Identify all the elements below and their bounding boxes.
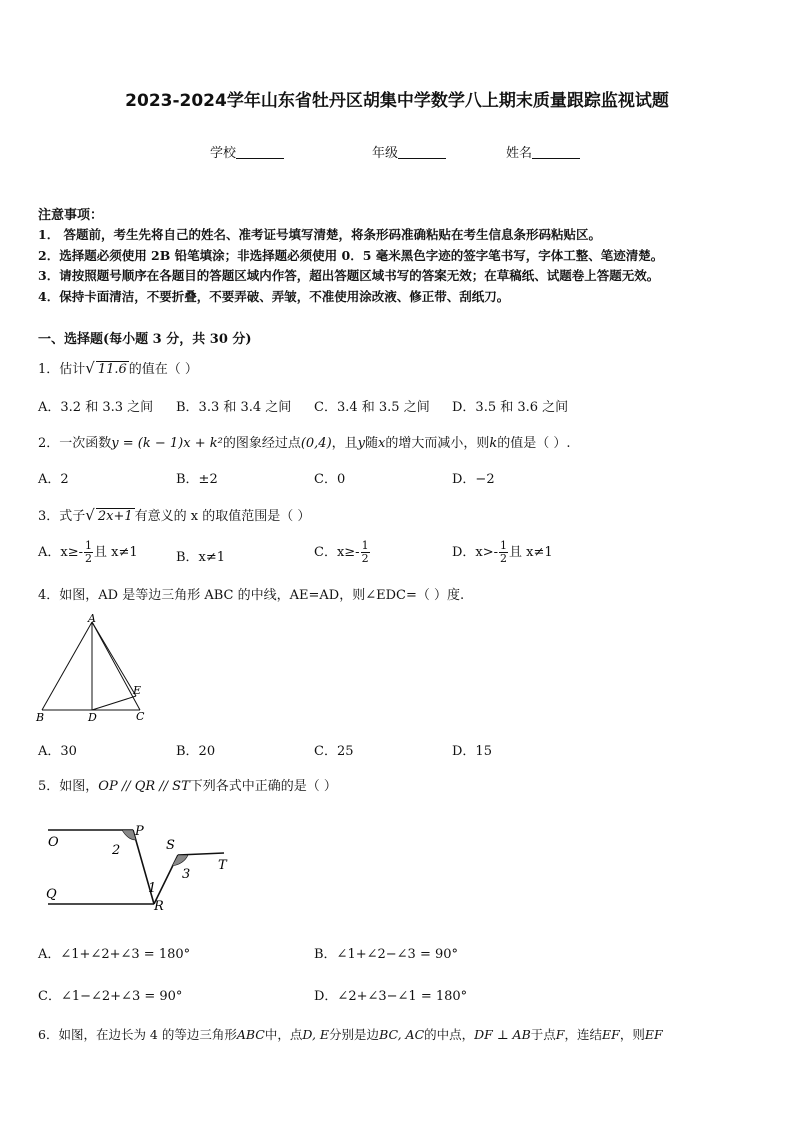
q5-suffix: 下列各式中正确的是（ ） — [189, 779, 337, 794]
q6-point-f: F — [555, 1027, 565, 1042]
q2-mid4: 的增大而减小，则 — [385, 436, 490, 451]
label-b: B — [36, 711, 45, 724]
q2-option-b: B．±2 — [176, 472, 218, 487]
question-3 — [38, 505, 310, 524]
q2-point: (0,4) — [300, 436, 332, 451]
q1-prefix: 1．估计 — [38, 362, 86, 377]
fraction-half: $\frac{1}{2}$ — [361, 539, 369, 565]
label-e: E — [133, 684, 142, 697]
q2-option-c: C．0 — [314, 472, 346, 487]
school-blank — [236, 145, 284, 159]
q2-suffix: 的值是（ ）. — [497, 436, 571, 451]
q4-option-d: D．15 — [452, 744, 492, 759]
question-2 — [38, 432, 571, 451]
triangle-figure — [30, 612, 160, 724]
label-q: Q — [46, 887, 57, 902]
q6-perpendicular: DF ⊥ AB — [474, 1027, 531, 1042]
label-c: C — [136, 710, 145, 723]
question-5 — [38, 775, 337, 794]
q4-option-c: C．25 — [314, 744, 354, 759]
school-field — [210, 142, 284, 161]
q2-var-x: x — [378, 436, 386, 451]
q5-option-c: C．∠1−∠2+∠3 = 90° — [38, 989, 183, 1004]
q4-option-b: B．20 — [176, 744, 216, 759]
q4-option-a: A．30 — [38, 744, 77, 759]
segment-de — [92, 696, 136, 710]
fraction-half: $\frac{1}{2}$ — [85, 539, 93, 565]
q2-prefix: 2．一次函数 — [38, 436, 112, 451]
q3-prefix: 3．式子 — [38, 509, 86, 524]
name-label: 姓名 — [506, 146, 533, 161]
q3-option-b: B．x≠1 — [176, 550, 226, 565]
q2-option-a: A．2 — [38, 472, 69, 487]
notice-item-2: 2．选择题必须使用 2B 铅笔填涂；非选择题必须使用 0．5 毫米黑色字迹的签字笔书写，字体工整、笔迹清楚。 — [38, 248, 664, 263]
notice-heading: 注意事项： — [38, 208, 104, 223]
q3-radicand: 2x+1 — [97, 509, 133, 524]
school-label: 学校 — [210, 146, 237, 161]
q2-mid2: ，且 — [331, 436, 358, 451]
angle-3-mark — [172, 855, 188, 866]
notice-item-1: 1． 答题前，考生先将自己的姓名、准考证号填写清楚，将条形码准确粘贴在考生信息条形码粘贴区。 — [38, 227, 602, 242]
name-field — [506, 142, 580, 161]
label-r: R — [154, 899, 164, 912]
notice-item-3: 3．请按照题号顺序在各题目的答题区域内作答，超出答题区域书写的答案无效；在草稿纸、试题卷上答题无效。 — [38, 268, 660, 283]
q1-radicand: 11.6 — [97, 362, 127, 377]
label-p: P — [135, 824, 144, 839]
parallel-lines-figure — [38, 820, 238, 912]
q1-suffix: 的值在（ ） — [128, 362, 198, 377]
q5-option-a: A．∠1+∠2+∠3 = 180° — [38, 947, 191, 962]
label-angle-2: 2 — [112, 843, 121, 858]
grade-label: 年级 — [372, 146, 399, 161]
label-s: S — [166, 838, 175, 853]
sqrt-icon: √ — [85, 506, 95, 524]
q6-points-de: D, E — [302, 1027, 330, 1042]
name-blank — [532, 145, 580, 159]
q3-option-c: C．x≥- $\frac{1}{2}$ — [314, 539, 369, 565]
question-4: 4．如图，AD 是等边三角形 ABC 的中线，AE=AD，则∠EDC=（ ）度. — [38, 588, 465, 603]
q2-var-k: k — [489, 436, 498, 451]
q6-sides: BC, AC — [379, 1027, 425, 1042]
grade-field — [372, 142, 446, 161]
q5-prefix: 5．如图， — [38, 779, 99, 794]
q6-segment-ef: EF — [602, 1027, 620, 1042]
question-1 — [38, 358, 198, 377]
q5-option-d: D．∠2+∠3−∠1 = 180° — [314, 989, 468, 1004]
label-angle-3: 3 — [182, 867, 191, 882]
q1-option-c: C．3.4 和 3.5 之间 — [314, 400, 430, 415]
section-title: 一、选择题(每小题 3 分，共 30 分) — [38, 332, 252, 347]
q1-option-d: D．3.5 和 3.6 之间 — [452, 400, 569, 415]
sqrt-icon: √ — [85, 359, 95, 377]
q6-triangle: ABC — [236, 1027, 265, 1042]
edge-ab — [42, 622, 92, 710]
q3-suffix: 有意义的 x 的取值范围是（ ） — [134, 509, 311, 524]
q2-option-d: D．−2 — [452, 472, 495, 487]
grade-blank — [398, 145, 446, 159]
label-d: D — [88, 711, 97, 724]
q6-segment-ef-2: EF — [644, 1027, 663, 1042]
fraction-half: $\frac{1}{2}$ — [500, 539, 508, 565]
label-angle-1: 1 — [148, 881, 157, 896]
label-t: T — [218, 858, 227, 873]
page-title: 2023-2024学年山东省牡丹区胡集中学数学八上期末质量跟踪监视试题 — [125, 91, 669, 111]
q2-var-y: y — [357, 436, 366, 451]
q2-mid3: 随 — [365, 436, 379, 451]
label-a: A — [88, 612, 96, 625]
q5-option-b: B．∠1+∠2−∠3 = 90° — [314, 947, 459, 962]
notice-item-4: 4．保持卡面清洁，不要折叠，不要弄破、弄皱，不准使用涂改液、修正带、刮纸刀。 — [38, 289, 510, 304]
label-o: O — [48, 835, 59, 850]
q2-expression: y = (k − 1)x + k² — [111, 436, 223, 451]
segment-ae — [92, 622, 136, 696]
question-6: 6．如图，在边长为 4 的等边三角形ABC中，点D, E分别是边BC, AC的中点，DF ⊥ AB于点F，连结EF，则EF — [38, 1027, 663, 1042]
q3-option-a: A．x≥- $\frac{1}{2}$ 且 x≠1 — [38, 539, 138, 565]
q2-mid1: 的图象经过点 — [222, 436, 301, 451]
q1-option-b: B．3.3 和 3.4 之间 — [176, 400, 292, 415]
q3-option-d: D．x>- $\frac{1}{2}$ 且 x≠1 — [452, 539, 553, 565]
q1-option-a: A．3.2 和 3.3 之间 — [38, 400, 154, 415]
q5-expression: OP // QR // ST — [98, 779, 190, 794]
